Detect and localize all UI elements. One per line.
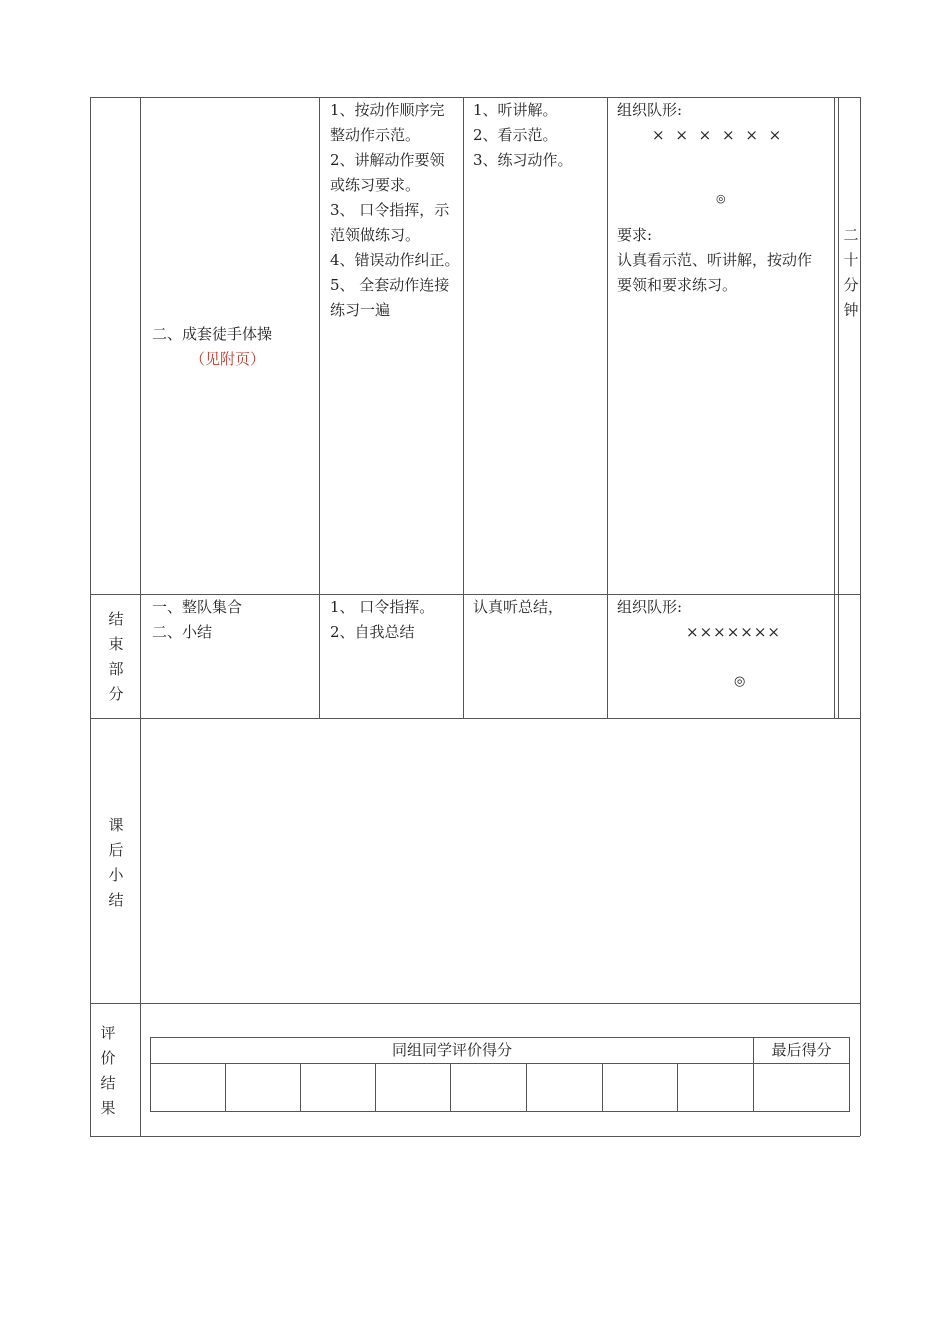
teacher-line: 5、 全套动作连接 [330,276,450,294]
section-char: 价 [100,1049,116,1067]
section-char: 分 [108,685,124,703]
col-divider-student [463,97,464,718]
formation-row: ××××××× [686,623,781,641]
student-line: 1、听讲解。 [473,101,558,119]
final-score-cell[interactable] [753,1063,850,1112]
requirement-line: 认真看示范、听讲解，按动作 [617,251,813,269]
col-divider-time-a [834,97,835,718]
section-char: 束 [108,635,124,653]
left-border [90,97,91,1136]
content-line: 一、整队集合 [152,598,243,616]
peer-score-cell[interactable] [450,1063,527,1112]
final-score-header-label: 最后得分 [771,1041,832,1059]
peer-score-header-label: 同组同学评价得分 [391,1041,512,1059]
time-char: 钟 [843,301,859,319]
summary-content-cell [141,719,859,1002]
evaluation-score-table [150,1037,850,1112]
section-char: 果 [100,1099,116,1117]
teacher-line: 或练习要求。 [330,176,421,194]
section-char: 课 [108,816,124,834]
requirement-label: 要求: [617,226,653,244]
requirement-line: 要领和要求练习。 [617,276,738,294]
student-line: 2、看示范。 [473,126,558,144]
col-divider-time-b [838,97,839,718]
section-char: 结 [108,891,124,909]
peer-score-cell[interactable] [375,1063,451,1112]
peer-score-cell[interactable] [526,1063,603,1112]
teacher-line: 2、讲解动作要领 [330,151,445,169]
time-char: 十 [843,251,859,269]
col-divider-teacher [319,97,320,718]
content-title: 二、成套徒手体操 [152,325,273,343]
section-char: 小 [108,866,124,884]
teacher-line: 整动作示范。 [330,126,421,144]
teacher-line: 1、按动作顺序完 [330,101,445,119]
section-char: 部 [108,660,124,678]
organization-label: 组织队形: [617,598,683,616]
student-line: 认真听总结， [473,598,564,616]
peer-score-cell[interactable] [300,1063,376,1112]
time-char: 二 [843,226,859,244]
peer-score-cell[interactable] [677,1063,754,1112]
peer-score-cell[interactable] [602,1063,678,1112]
row-divider-evaluation [90,1003,860,1004]
peer-score-header [150,1037,754,1064]
peer-score-cell[interactable] [150,1063,226,1112]
content-line: 二、小结 [152,623,213,641]
formation-row: × × × × × × [652,126,782,144]
section-char: 结 [108,610,124,628]
organization-label: 组织队形: [617,101,683,119]
section-char: 后 [108,841,124,859]
section-char: 评 [100,1024,116,1042]
content-note: （见附页） [190,350,266,368]
final-score-header [753,1037,850,1064]
teacher-line: 1、 口令指挥。 [330,598,435,616]
teacher-position-mark: ◎ [716,192,726,205]
bottom-border [90,1136,860,1137]
teacher-line: 范领做练习。 [330,226,421,244]
col-divider-organization [607,97,608,718]
teacher-line: 3、 口令指挥，示 [330,201,450,219]
time-char: 分 [843,276,859,294]
teacher-line: 练习一遍 [330,301,391,319]
teacher-position-mark: ◎ [734,674,746,689]
peer-score-cell[interactable] [225,1063,301,1112]
teacher-line: 2、自我总结 [330,623,415,641]
section-char: 结 [100,1074,116,1092]
student-line: 3、练习动作。 [473,151,573,169]
teacher-line: 4、错误动作纠正。 [330,251,460,269]
